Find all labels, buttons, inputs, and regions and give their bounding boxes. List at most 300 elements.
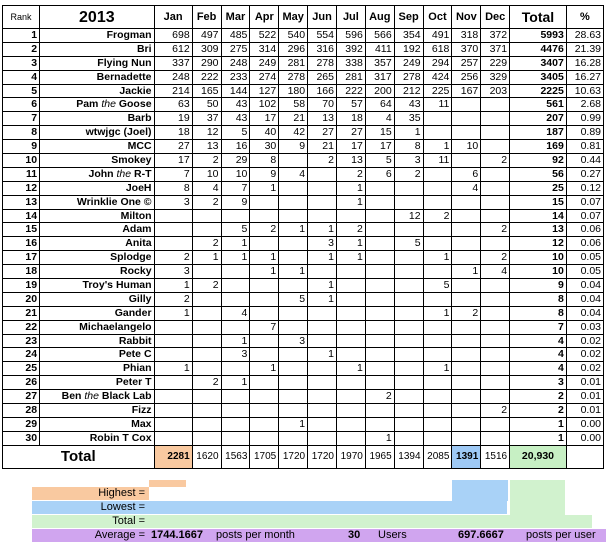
month-cell: 2	[481, 404, 510, 418]
month-cell: 212	[394, 84, 423, 98]
month-cell: 7	[154, 167, 192, 181]
month-cell: 278	[308, 56, 337, 70]
user-name	[40, 98, 154, 112]
month-cell: 4	[481, 265, 510, 279]
month-cell: 222	[192, 70, 221, 84]
month-cell: 18	[154, 126, 192, 140]
month-cell: 30	[250, 140, 279, 154]
month-cell	[192, 334, 221, 348]
month-cell	[481, 140, 510, 154]
month-cell	[394, 348, 423, 362]
user-name-part: Pam	[76, 98, 102, 111]
user-total: 3407	[510, 56, 567, 70]
month-cell: 9	[279, 140, 308, 154]
month-cell	[394, 251, 423, 265]
month-cell: 316	[308, 42, 337, 56]
month-header: Aug	[365, 6, 394, 29]
user-total: 4	[510, 348, 567, 362]
rank-cell: 24	[3, 348, 40, 362]
user-name: Rabbit	[40, 334, 154, 348]
month-cell: 3	[394, 154, 423, 168]
month-cell: 17	[336, 140, 365, 154]
month-cell	[221, 404, 250, 418]
month-cell	[481, 348, 510, 362]
month-cell	[452, 334, 481, 348]
month-cell: 1	[279, 417, 308, 431]
month-cell: 50	[192, 98, 221, 112]
month-header: Jun	[308, 6, 337, 29]
user-total: 207	[510, 112, 567, 126]
month-cell: 566	[365, 29, 394, 43]
month-cell: 127	[250, 84, 279, 98]
month-cell: 192	[394, 42, 423, 56]
user-name-part: Black Lab	[99, 390, 152, 403]
user-name: Bernadette	[40, 70, 154, 84]
month-cell: 1	[221, 376, 250, 390]
user-total: 3405	[510, 70, 567, 84]
month-cell: 165	[192, 84, 221, 98]
month-cell: 3	[154, 195, 192, 209]
month-cell	[481, 209, 510, 223]
rank-cell: 23	[3, 334, 40, 348]
user-total: 2	[510, 390, 567, 404]
month-cell: 1	[221, 237, 250, 251]
month-cell: 42	[279, 126, 308, 140]
month-cell	[154, 223, 192, 237]
highest-band	[32, 487, 149, 500]
month-cell	[308, 404, 337, 418]
month-cell	[452, 376, 481, 390]
month-cell: 43	[221, 112, 250, 126]
rank-cell: 27	[3, 390, 40, 404]
user-name: Phian	[40, 362, 154, 376]
month-cell	[481, 320, 510, 334]
month-cell: 2	[336, 167, 365, 181]
month-cell	[221, 292, 250, 306]
month-total: 1965	[365, 445, 394, 468]
month-cell	[365, 251, 394, 265]
month-cell: 19	[154, 112, 192, 126]
user-name: JoeH	[40, 181, 154, 195]
user-percent: 0.02	[566, 334, 603, 348]
month-cell	[423, 112, 452, 126]
user-total: 7	[510, 320, 567, 334]
month-total: 1620	[192, 445, 221, 468]
month-cell	[279, 209, 308, 223]
month-cell	[308, 195, 337, 209]
month-cell: 64	[365, 98, 394, 112]
month-cell	[192, 265, 221, 279]
month-cell	[481, 362, 510, 376]
month-cell	[250, 306, 279, 320]
month-total-lowest: 1391	[452, 445, 481, 468]
month-header: Jul	[336, 6, 365, 29]
month-cell: 329	[481, 70, 510, 84]
month-cell	[336, 320, 365, 334]
month-cell	[452, 417, 481, 431]
rank-cell: 22	[3, 320, 40, 334]
month-cell: 10	[192, 167, 221, 181]
month-cell	[336, 265, 365, 279]
month-cell	[279, 154, 308, 168]
user-name-part: Ben	[61, 390, 85, 403]
user-percent: 0.44	[566, 154, 603, 168]
month-cell	[423, 167, 452, 181]
month-cell: 1	[154, 306, 192, 320]
month-cell	[279, 362, 308, 376]
table-row	[3, 126, 604, 140]
month-cell	[481, 306, 510, 320]
month-cell	[481, 376, 510, 390]
month-cell: 102	[250, 98, 279, 112]
month-cell	[452, 223, 481, 237]
rank-cell: 2	[3, 42, 40, 56]
month-cell	[452, 98, 481, 112]
user-percent: 0.00	[566, 417, 603, 431]
month-cell: 233	[221, 70, 250, 84]
month-cell	[365, 292, 394, 306]
month-cell: 3	[279, 334, 308, 348]
month-cell	[221, 417, 250, 431]
user-name: Milton	[40, 209, 154, 223]
table-row	[3, 431, 604, 445]
month-total: 1970	[336, 445, 365, 468]
month-cell: 1	[336, 181, 365, 195]
month-cell	[221, 209, 250, 223]
month-cell	[452, 112, 481, 126]
month-cell	[481, 292, 510, 306]
lowest-connector	[452, 480, 508, 501]
month-cell: 1	[308, 279, 337, 293]
user-total: 169	[510, 140, 567, 154]
month-cell	[192, 431, 221, 445]
month-cell: 7	[250, 320, 279, 334]
month-cell	[394, 306, 423, 320]
user-name-part: Goose	[115, 98, 152, 111]
month-cell: 540	[279, 29, 308, 43]
user-percent: 0.81	[566, 140, 603, 154]
month-cell: 43	[394, 98, 423, 112]
month-cell: 278	[394, 70, 423, 84]
month-cell: 1	[308, 251, 337, 265]
month-cell	[250, 209, 279, 223]
user-percent: 0.01	[566, 376, 603, 390]
month-cell	[154, 376, 192, 390]
rank-cell: 10	[3, 154, 40, 168]
table-row	[3, 195, 604, 209]
month-cell: 35	[394, 112, 423, 126]
rank-cell: 8	[3, 126, 40, 140]
month-cell: 596	[336, 29, 365, 43]
month-cell	[192, 348, 221, 362]
month-cell: 57	[336, 98, 365, 112]
month-cell	[365, 223, 394, 237]
month-cell: 1	[279, 265, 308, 279]
rank-cell: 9	[3, 140, 40, 154]
table-row	[3, 292, 604, 306]
month-cell	[250, 279, 279, 293]
month-cell	[279, 306, 308, 320]
table-row	[3, 29, 604, 43]
average-band	[32, 529, 606, 542]
user-name-part: R-T	[131, 167, 152, 180]
month-cell	[192, 320, 221, 334]
month-cell: 4	[279, 167, 308, 181]
grand-total: 20,930	[510, 445, 567, 468]
month-cell: 10	[221, 167, 250, 181]
month-cell	[481, 334, 510, 348]
month-cell	[336, 292, 365, 306]
month-cell: 2	[336, 223, 365, 237]
month-cell	[154, 237, 192, 251]
month-cell	[192, 390, 221, 404]
month-cell: 1	[394, 126, 423, 140]
table-row	[3, 181, 604, 195]
month-cell: 249	[250, 56, 279, 70]
month-cell	[221, 431, 250, 445]
per-user-text: posts per user	[526, 529, 596, 541]
month-cell: 13	[308, 112, 337, 126]
user-percent: 0.04	[566, 292, 603, 306]
month-cell	[423, 431, 452, 445]
table-row	[3, 154, 604, 168]
month-cell: 2	[452, 306, 481, 320]
user-name	[40, 167, 154, 181]
month-cell	[308, 265, 337, 279]
month-header: Jan	[154, 6, 192, 29]
month-cell: 248	[154, 70, 192, 84]
month-cell: 4	[221, 306, 250, 320]
month-cell: 27	[336, 126, 365, 140]
month-cell	[365, 265, 394, 279]
month-cell: 265	[308, 70, 337, 84]
user-total: 13	[510, 223, 567, 237]
month-cell: 16	[221, 140, 250, 154]
month-cell	[365, 348, 394, 362]
month-cell	[452, 348, 481, 362]
rank-cell: 6	[3, 98, 40, 112]
month-cell	[250, 292, 279, 306]
month-total: 1720	[308, 445, 337, 468]
month-cell	[308, 181, 337, 195]
month-cell: 318	[452, 29, 481, 43]
month-cell	[250, 348, 279, 362]
rank-cell: 1	[3, 29, 40, 43]
month-total: 1516	[481, 445, 510, 468]
month-cell	[394, 417, 423, 431]
percent-header: %	[566, 6, 603, 29]
total-row	[3, 445, 604, 468]
month-cell	[481, 181, 510, 195]
month-cell: 225	[423, 84, 452, 98]
user-total: 4476	[510, 42, 567, 56]
table-row	[3, 362, 604, 376]
month-cell	[192, 292, 221, 306]
month-cell: 2	[481, 251, 510, 265]
month-cell	[452, 320, 481, 334]
month-cell: 11	[423, 154, 452, 168]
total-label: Total =	[112, 515, 145, 527]
table-row	[3, 209, 604, 223]
month-header: Nov	[452, 6, 481, 29]
user-name: wtwjgc (Joel)	[40, 126, 154, 140]
month-total: 1720	[279, 445, 308, 468]
month-cell: 1	[154, 279, 192, 293]
rank-cell: 5	[3, 84, 40, 98]
user-name: Max	[40, 417, 154, 431]
user-percent: 28.63	[566, 29, 603, 43]
month-cell: 214	[154, 84, 192, 98]
rank-cell: 26	[3, 376, 40, 390]
month-cell: 411	[365, 42, 394, 56]
month-cell	[279, 279, 308, 293]
month-cell	[250, 431, 279, 445]
user-name-italic: the	[84, 390, 99, 403]
month-cell: 8	[154, 181, 192, 195]
users-count: 30	[348, 529, 361, 541]
month-header: Mar	[221, 6, 250, 29]
month-cell	[308, 320, 337, 334]
month-cell: 4	[365, 112, 394, 126]
month-cell: 9	[250, 167, 279, 181]
month-cell: 612	[154, 42, 192, 56]
month-total: 2085	[423, 445, 452, 468]
month-cell	[423, 376, 452, 390]
month-cell: 3	[308, 237, 337, 251]
month-cell: 317	[365, 70, 394, 84]
table-row	[3, 279, 604, 293]
month-cell: 4	[192, 181, 221, 195]
user-name: Wrinklie One ©	[40, 195, 154, 209]
month-cell	[394, 376, 423, 390]
month-header: Sep	[394, 6, 423, 29]
average-label: Average =	[94, 529, 145, 541]
month-cell	[279, 181, 308, 195]
user-name-part: John	[88, 167, 117, 180]
rank-cell: 28	[3, 404, 40, 418]
month-cell: 1	[336, 362, 365, 376]
month-cell: 203	[481, 84, 510, 98]
rank-cell: 19	[3, 279, 40, 293]
user-percent: 0.89	[566, 126, 603, 140]
month-cell	[192, 209, 221, 223]
month-cell	[423, 320, 452, 334]
month-cell: 6	[452, 167, 481, 181]
month-cell: 337	[154, 56, 192, 70]
month-cell	[279, 376, 308, 390]
table-row	[3, 223, 604, 237]
month-cell: 1	[308, 292, 337, 306]
month-cell: 1	[452, 265, 481, 279]
header-row	[3, 6, 604, 29]
month-cell	[250, 390, 279, 404]
month-cell	[308, 417, 337, 431]
user-total: 187	[510, 126, 567, 140]
month-cell	[336, 348, 365, 362]
month-cell: 13	[336, 154, 365, 168]
rank-cell: 7	[3, 112, 40, 126]
month-cell: 21	[279, 112, 308, 126]
rank-cell: 21	[3, 306, 40, 320]
table-row	[3, 42, 604, 56]
table-row	[3, 376, 604, 390]
month-cell	[336, 376, 365, 390]
highest-label: Highest =	[98, 487, 145, 499]
month-cell	[452, 237, 481, 251]
month-cell: 2	[192, 195, 221, 209]
month-cell	[365, 362, 394, 376]
month-cell	[221, 362, 250, 376]
month-cell: 5	[221, 223, 250, 237]
month-cell	[279, 320, 308, 334]
month-header: Oct	[423, 6, 452, 29]
month-cell: 5	[423, 279, 452, 293]
month-cell: 1	[279, 223, 308, 237]
lowest-band	[32, 501, 507, 514]
month-cell: 281	[336, 70, 365, 84]
month-cell: 2	[192, 237, 221, 251]
month-cell	[308, 167, 337, 181]
user-percent: 0.27	[566, 167, 603, 181]
user-name-italic: the	[101, 98, 116, 111]
month-cell	[250, 404, 279, 418]
month-cell	[423, 195, 452, 209]
month-cell: 2	[481, 154, 510, 168]
user-percent: 0.04	[566, 306, 603, 320]
month-cell: 1	[308, 348, 337, 362]
month-cell: 58	[279, 98, 308, 112]
user-percent: 0.99	[566, 112, 603, 126]
month-cell: 290	[192, 56, 221, 70]
month-cell	[250, 417, 279, 431]
month-cell: 2	[192, 376, 221, 390]
user-name: Peter T	[40, 376, 154, 390]
month-cell	[308, 209, 337, 223]
user-percent: 0.07	[566, 209, 603, 223]
month-cell: 10	[452, 140, 481, 154]
month-cell	[336, 431, 365, 445]
user-name: Bri	[40, 42, 154, 56]
month-cell: 338	[336, 56, 365, 70]
month-cell: 257	[452, 56, 481, 70]
month-cell: 15	[365, 126, 394, 140]
month-cell	[452, 404, 481, 418]
rank-cell: 29	[3, 417, 40, 431]
user-percent: 21.39	[566, 42, 603, 56]
month-cell: 2	[154, 292, 192, 306]
user-name: Smokey	[40, 154, 154, 168]
user-total: 10	[510, 265, 567, 279]
rank-cell: 17	[3, 251, 40, 265]
user-name: Pete C	[40, 348, 154, 362]
user-total: 1	[510, 417, 567, 431]
table-row	[3, 334, 604, 348]
user-percent: 0.07	[566, 195, 603, 209]
month-cell	[336, 390, 365, 404]
month-cell	[365, 209, 394, 223]
month-cell	[279, 431, 308, 445]
month-cell: 294	[423, 56, 452, 70]
rank-cell: 20	[3, 292, 40, 306]
month-cell: 180	[279, 84, 308, 98]
month-cell: 29	[221, 154, 250, 168]
month-cell: 1	[221, 334, 250, 348]
month-cell	[452, 362, 481, 376]
month-cell: 3	[221, 348, 250, 362]
month-cell	[394, 223, 423, 237]
month-cell	[279, 237, 308, 251]
month-cell: 1	[336, 195, 365, 209]
